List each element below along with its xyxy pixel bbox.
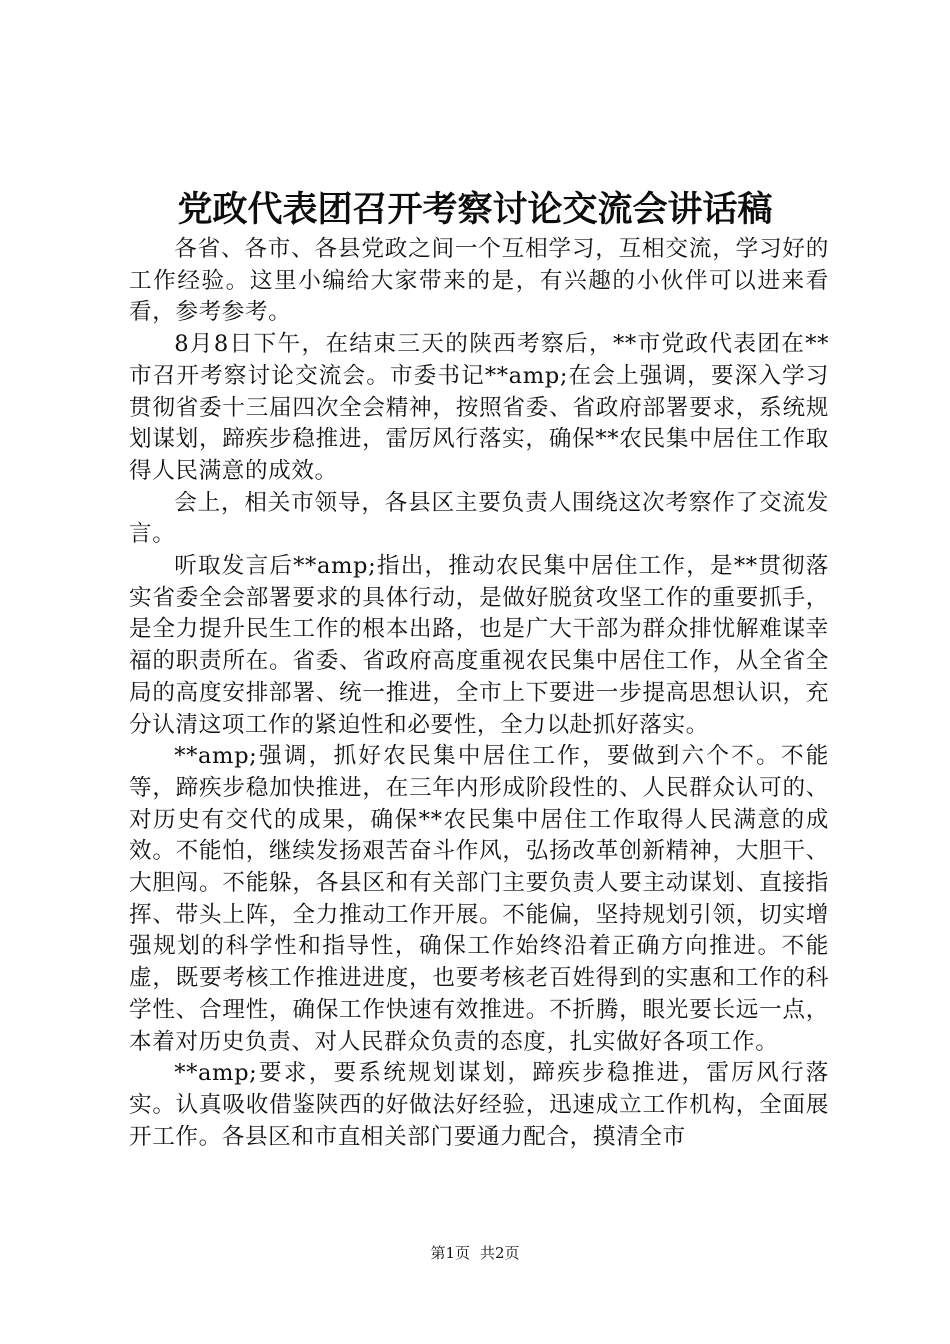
document-body [129, 234, 829, 1153]
paragraph-six-nots: **amp;强调，抓好农民集中居住工作，要做到六个不。不能等，蹄疾步稳加快推进，在三年内形成阶段性的、人民群众认可的、对历史有交代的成果，确保**农民集中居住工作取得人民满意的成效。不能怕，继续发扬艰苦奋斗作风，弘扬改革创新精神，大胆干、大胆闯。不能躲，各县区和有关部门主要负责人要主动谋划、直接指挥、带头上阵，全力推动工作开展。不能偏，坚持规划引领，切实增强规划的科学性和指导性，确保工作始终沿着正确方向推进。不能虚，既要考核工作推进进度，也要考核老百姓得到的实惠和工作的科学性、合理性，确保工作快速有效推进。不折腾，眼光要长远一点，本着对历史负责、对人民群众负责的态度，扎实做好各项工作。 [129, 743, 829, 1055]
paragraph-requirements: **amp;要求，要系统规划谋划，蹄疾步稳推进，雷厉风行落实。认真吸收借鉴陕西的好做法好经验，迅速成立工作机构，全面展开工作。各县区和市直相关部门要通力配合，摸清全市 [129, 1060, 829, 1150]
page-number-current: 第1页 [430, 1244, 470, 1262]
paragraph-speeches: 会上，相关市领导，各县区主要负责人围绕这次考察作了交流发言。 [129, 489, 829, 548]
page-number-total: 共2页 [480, 1244, 520, 1262]
document-title: 党政代表团召开考察讨论交流会讲话稿 [177, 189, 773, 230]
page-footer [0, 1242, 950, 1264]
paragraph-points: 听取发言后**amp;指出，推动农民集中居住工作，是**贯彻落实省委全会部署要求的具体行动，是做好脱贫攻坚工作的重要抓手，是全力提升民生工作的根本出路，也是广大干部为群众排忧解难谋幸福的职责所在。省委、省政府高度重视农民集中居住工作，从全省全局的高度安排部署、统一推进，全市上下要进一步提高思想认识，充分认清这项工作的紧迫性和必要性，全力以赴抓好落实。 [129, 553, 829, 738]
paragraph-meeting: 8月8日下午，在结束三天的陕西考察后，**市党政代表团在**市召开考察讨论交流会。市委书记**amp;在会上强调，要深入学习贯彻省委十三届四次全会精神，按照省委、省政府部署要求，系统规划谋划，蹄疾步稳推进，雷厉风行落实，确保**农民集中居住工作取得人民满意的成效。 [129, 331, 829, 484]
paragraph-intro: 各省、各市、各县党政之间一个互相学习，互相交流，学习好的工作经验。这里小编给大家带来的是，有兴趣的小伙伴可以进来看看，参考参考。 [129, 236, 829, 326]
